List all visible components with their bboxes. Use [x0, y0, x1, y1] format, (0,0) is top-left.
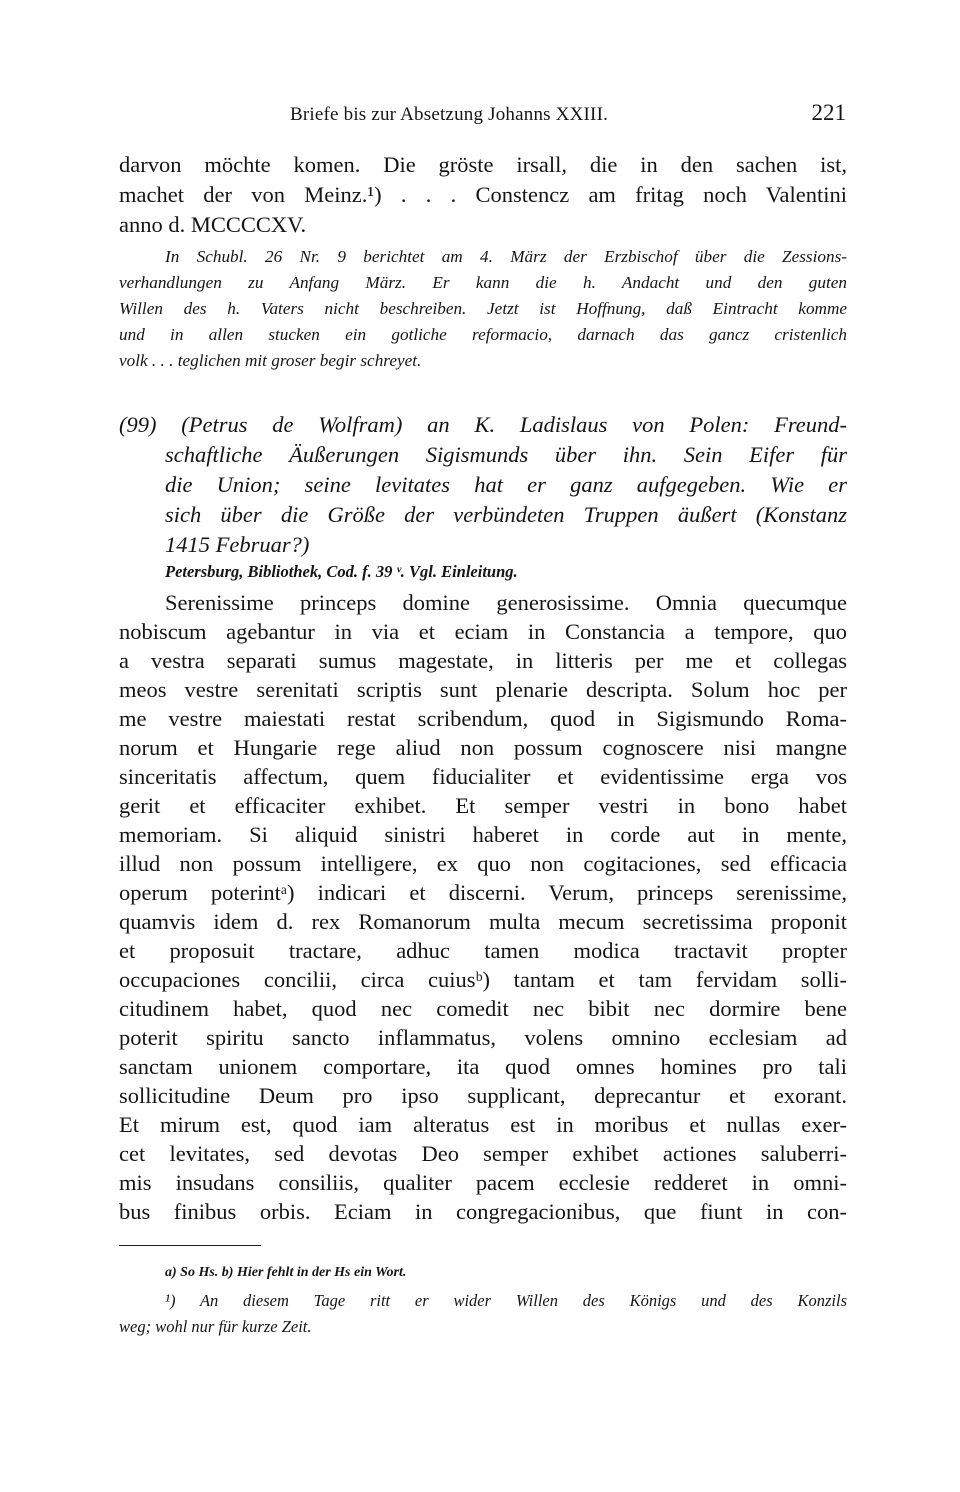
summary-line: In Schubl. 26 Nr. 9 berichtet am 4. März der Erzbischof über die Zessions-	[165, 247, 847, 266]
letter-text-line: citudinem habet, quod nec comedit nec bibit nec dormire bene	[119, 996, 847, 1021]
letter-text-line: occupaciones concilii, circa cuiusᵇ) tantam et tam fervidam solli-	[119, 967, 847, 992]
letter-text-line: norum et Hungarie rege aliud non possum cognoscere nisi mangne	[119, 735, 847, 760]
footnote-line: ¹) An diesem Tage ritt er wider Willen des Königs und des Konzils	[165, 1291, 847, 1310]
letter-text-line: mis insudans consiliis, qualiter pacem ecclesie redderet in omni-	[119, 1170, 847, 1195]
letter-text-line: a vestra separati sumus magestate, in litteris per me et collegas	[119, 648, 847, 673]
letter-text-line: quamvis idem d. rex Romanorum multa mecum secretissima proponit	[119, 909, 847, 934]
letter-heading-line: schaftliche Äußerungen Sigismunds über ihn. Sein Eifer für	[165, 442, 847, 467]
footnote-rule	[119, 1245, 261, 1246]
letter-text-line: nobiscum agebantur in via et eciam in Constancia a tempore, quo	[119, 619, 847, 644]
letter-text-line: poterit spiritu sancto inflammatus, volens omnino ecclesiam ad	[119, 1025, 847, 1050]
summary-line: volk . . . teglichen mit groser begir schreyet.	[119, 351, 422, 370]
letter-text-line: cet levitates, sed devotas Deo semper exhibet actiones saluberri-	[119, 1141, 847, 1166]
prev-letter-line: anno d. MCCCCXV.	[119, 212, 307, 237]
apparatus-note: a) So Hs. b) Hier fehlt in der Hs ein Wort.	[165, 1265, 407, 1280]
source-line: Petersburg, Bibliothek, Cod. f. 39 ᵛ. Vgl. Einleitung.	[165, 562, 518, 581]
letter-text-line: bus finibus orbis. Eciam in congregacionibus, que fiunt in con-	[119, 1199, 847, 1224]
prev-letter-line: machet der von Meinz.¹) . . . Constencz am fritag noch Valentini	[119, 182, 847, 207]
letter-text-line: illud non possum intelligere, ex quo non cogitaciones, sed efficacia	[119, 851, 847, 876]
running-head-title: Briefe bis zur Absetzung Johanns XXIII.	[290, 104, 609, 125]
letter-text-line: operum poterintᵃ) indicari et discerni. Verum, princeps serenissime,	[119, 880, 847, 905]
footnote-line: weg; wohl nur für kurze Zeit.	[119, 1317, 312, 1336]
summary-line: Willen des h. Vaters nicht beschreiben. Jetzt ist Hoffnung, daß Eintracht komme	[119, 299, 847, 318]
prev-letter-line: darvon möchte komen. Die gröste irsall, die in den sachen ist,	[119, 152, 847, 177]
page-number: 221	[811, 100, 846, 125]
letter-heading-line: die Union; seine levitates hat er ganz aufgegeben. Wie er	[165, 472, 847, 497]
letter-text-line: sinceritatis affectum, quem fiducialiter et evidentissime erga vos	[119, 764, 847, 789]
letter-text-line: et proposuit tractare, adhuc tamen modica tractavit propter	[119, 938, 847, 963]
letter-text-line: meos vestre serenitati scriptis sunt plenarie descripta. Solum hoc per	[119, 677, 847, 702]
letter-text-line: me vestre maiestati restat scribendum, quod in Sigismundo Roma-	[119, 706, 847, 731]
letter-heading-line: sich über die Größe der verbündeten Truppen äußert (Konstanz	[165, 502, 847, 527]
running-head	[290, 100, 846, 132]
letter-text-line: sollicitudine Deum pro ipso supplicant, deprecantur et exorant.	[119, 1083, 847, 1108]
letter-text-line: Et mirum est, quod iam alteratus est in moribus et nullas exer-	[119, 1112, 847, 1137]
letter-heading-line: (99) (Petrus de Wolfram) an K. Ladislaus von Polen: Freund-	[119, 412, 847, 437]
letter-text-line: Serenissime princeps domine generosissime. Omnia quecumque	[165, 590, 847, 615]
letter-text-line: gerit et efficaciter exhibet. Et semper vestri in bono habet	[119, 793, 847, 818]
summary-line: verhandlungen zu Anfang März. Er kann die h. Andacht und den guten	[119, 273, 847, 292]
summary-line: und in allen stucken ein gotliche reformacio, darnach das gancz cristenlich	[119, 325, 847, 344]
letter-text-line: memoriam. Si aliquid sinistri haberet in corde aut in mente,	[119, 822, 847, 847]
letter-text-line: sanctam unionem comportare, ita quod omnes homines pro tali	[119, 1054, 847, 1079]
letter-heading-line: 1415 Februar?)	[165, 532, 310, 557]
